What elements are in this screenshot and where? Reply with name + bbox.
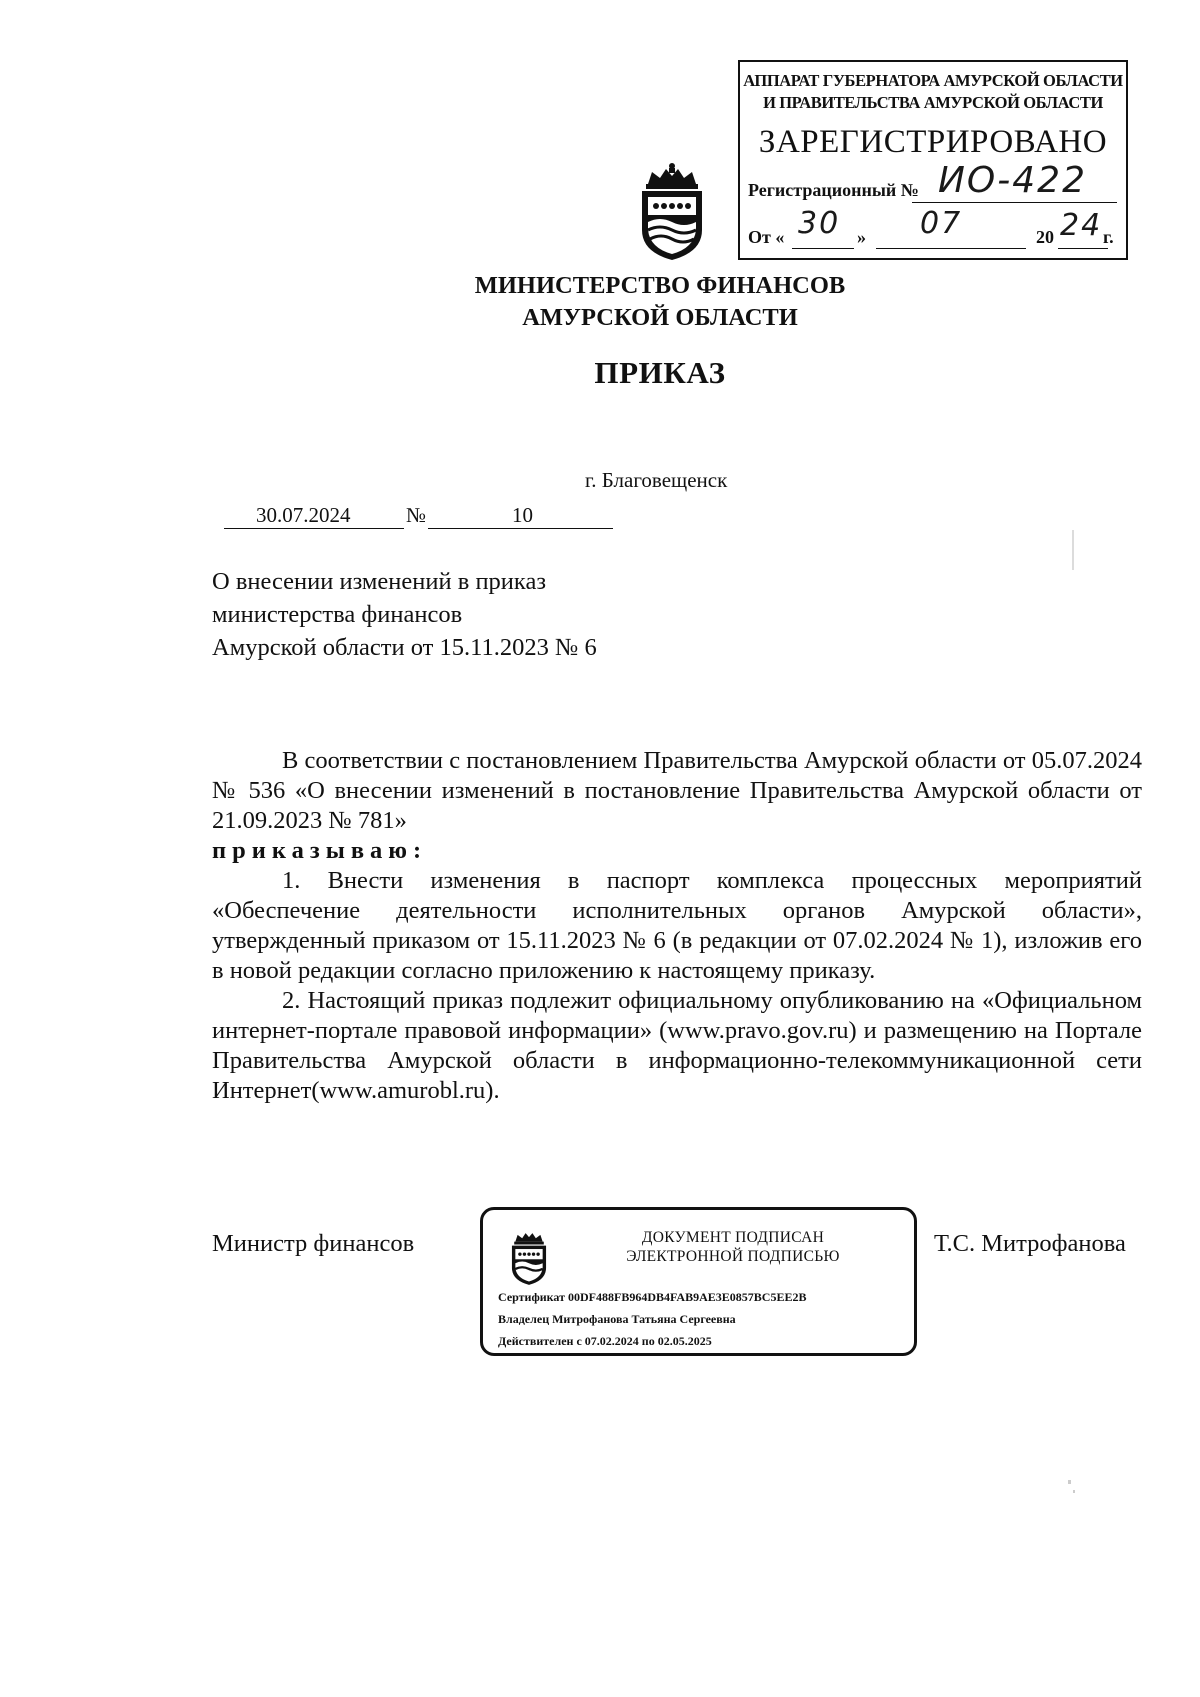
esig-title (603, 1228, 863, 1266)
order-subject (212, 565, 597, 664)
stamp-date-year: 24 (1060, 208, 1103, 243)
esig-certificate: Сертификат 00DF488FB964DB4FAB9AE3E0857BC5EE2B (498, 1290, 807, 1304)
order-date: 30.07.2024 (256, 503, 351, 527)
stamp-date-month: 07 (920, 206, 963, 241)
order-item-2: 2. Настоящий приказ подлежит официальному опубликованию на «Официальном интернет-портале правовой информации» (www.pravo.gov.ru) и размещению на Портале Правительства Амурской области в информационно-телекоммуникационной сети Интернет(www.amurobl.ru). (212, 987, 1142, 1104)
electronic-signature-stamp (480, 1207, 917, 1356)
esig-title-line2: ЭЛЕКТРОННОЙ ПОДПИСЬЮ (626, 1248, 840, 1265)
stamp-reg-number-line (912, 202, 1117, 203)
city: г. Благовещенск (585, 468, 728, 492)
number-underline (428, 528, 613, 529)
stamp-year-end: г. (1103, 227, 1114, 247)
order-date-number (224, 503, 624, 533)
scan-artifact (1068, 1480, 1071, 1484)
order-number: 10 (512, 503, 533, 527)
subject-line2: министерства финансов (212, 601, 463, 628)
ministry-name-line1: МИНИСТЕРСТВО ФИНАНСОВ (474, 272, 846, 299)
preamble: В соответствии с постановлением Правительства Амурской области от 05.07.2024 № 536 «О внесении изменений в постановление Правительства Амурской области от 21.09.2023 № 781» (212, 747, 1142, 834)
stamp-date-day: 30 (798, 206, 841, 241)
order-item-1: 1. Внести изменения в паспорт комплекса процессных мероприятий «Обеспечение деятельности исполнительных органов Амурской области», утвержденный приказом от 15.11.2023 № 6 (в редакции от 07.02.2024 № 1), изложив его в новой редакции согласно приложению к настоящему приказу. (212, 867, 1142, 984)
stamp-month-line (876, 248, 1026, 249)
subject-line3: Амурской области от 15.11.2023 № 6 (212, 634, 597, 661)
scan-artifact (1073, 1490, 1075, 1493)
stamp-date-quote-close: » (857, 227, 866, 247)
scan-artifact (1072, 530, 1074, 570)
signatory-position: Министр финансов (212, 1230, 415, 1257)
stamp-organization: АППАРАТ ГУБЕРНАТОРА АМУРСКОЙ ОБЛАСТИ И ПРАВИТЕЛЬСТВА АМУРСКОЙ ОБЛАСТИ (743, 71, 1123, 112)
stamp-status: ЗАРЕГИСТРИРОВАНО (758, 124, 1108, 160)
esig-owner: Владелец Митрофанова Татьяна Сергеевна (498, 1312, 736, 1326)
registration-stamp (738, 60, 1128, 260)
stamp-reg-number-label: Регистрационный № (748, 180, 919, 200)
signatory-name: Т.С. Митрофанова (934, 1230, 1126, 1257)
stamp-date-prefix: От « (748, 227, 785, 247)
stamp-reg-number-handwritten: ИО-422 (938, 160, 1087, 201)
stamp-year-prefix: 20 (1036, 227, 1054, 247)
amur-oblast-coat-of-arms-small-icon (507, 1228, 551, 1286)
order-number-label: № (406, 503, 427, 527)
ministry-name (0, 270, 1200, 334)
order-verb: приказываю: (212, 837, 428, 864)
order-body (212, 746, 1142, 1106)
document-type-title: ПРИКАЗ (594, 355, 726, 390)
stamp-day-line (792, 248, 854, 249)
date-underline (224, 528, 404, 529)
esig-title-line1: ДОКУМЕНТ ПОДПИСАН (641, 1229, 825, 1246)
ministry-name-line2: АМУРСКОЙ ОБЛАСТИ (522, 304, 798, 331)
stamp-year-line (1058, 248, 1108, 249)
amur-oblast-coat-of-arms-icon (634, 160, 710, 262)
subject-line1: О внесении изменений в приказ (212, 568, 547, 595)
esig-validity: Действителен с 07.02.2024 по 02.05.2025 (498, 1334, 712, 1348)
